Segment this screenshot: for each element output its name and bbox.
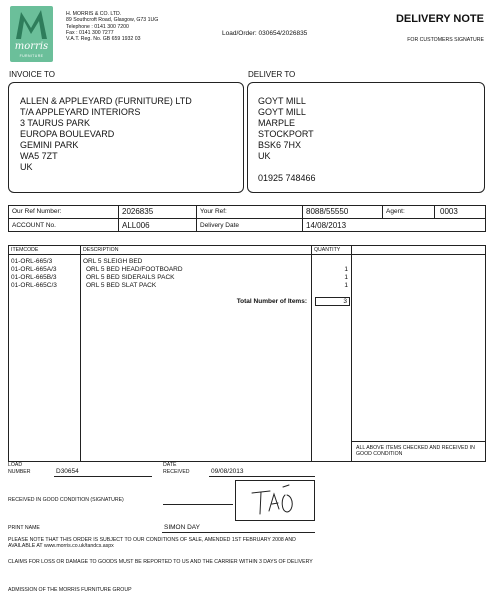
item-qty: 1 [344,282,348,289]
agent-value: 0003 [440,207,458,216]
doc-subtitle: FOR CUSTOMERS SIGNATURE [407,37,484,43]
print-name-label: PRINT NAME [8,525,40,531]
item-descriptions [83,258,183,290]
company-vat: V.A.T. Reg. No. GB 659 1932 03 [66,36,141,43]
item-quantities [312,258,348,290]
deliver-line: BSK6 7HX [258,140,302,150]
deliver-phone: 01925 748466 [258,173,316,183]
item-description: ORL 5 BED SLAT PACK [86,282,157,289]
item-description: ORL 5 SLEIGH BED [83,258,143,265]
company-details [66,11,158,42]
item-code: 01-ORL-665A/3 [11,266,57,273]
handwritten-signature [236,481,314,520]
header-quantity: QUANTITY [314,247,341,253]
invoice-to-address [20,96,192,173]
invoice-line: T/A APPLEYARD INTERIORS [20,107,141,117]
item-description: ORL 5 BED SIDERAILS PACK [86,274,175,281]
deliver-line: MARPLE [258,118,296,128]
print-name-value: SIMON DAY [164,524,200,531]
number-label: NUMBER [8,469,31,475]
company-logo [10,6,53,62]
deliver-to-heading: DELIVER TO [248,70,296,79]
total-items-label: Total Number of Items: [236,298,307,305]
item-code: 01-ORL-665/3 [11,258,53,265]
item-qty [312,258,348,266]
logo-brand-text: morris [14,41,49,52]
account-value: ALL006 [122,221,150,230]
received-label: RECEIVED [163,469,190,475]
deliver-line [258,162,316,173]
header-description: DESCRIPTION [83,247,119,253]
invoice-line: 3 TAURUS PARK [20,118,91,128]
company-address: 89 Southcroft Road, Glasgow, G73 1UG [66,17,159,24]
your-ref-label: Your Ref: [200,208,227,215]
signature-box [235,480,315,521]
invoice-line: GEMINI PARK [20,140,79,150]
invoice-line: EUROPA BOULEVARD [20,129,115,139]
account-label: ACCOUNT No. [12,222,56,229]
total-items-value: 3 [343,298,347,305]
load-number: D30654 [56,468,79,475]
item-description: ORL 5 BED HEAD/FOOTBOARD [86,266,183,273]
date-label: DATE [163,462,177,468]
agent-label: Agent: [386,208,405,215]
company-name: H. MORRIS & CO. LTD. [66,11,122,17]
deliver-line: STOCKPORT [258,129,314,139]
item-code: 01-ORL-665B/3 [11,274,57,281]
claims-note: CLAIMS FOR LOSS OR DAMAGE TO GOODS MUST BE REPORTED TO US AND THE CARRIER WITHIN 3 DAYS OF DELIVERY [8,559,313,565]
deliver-line: GOYT MILL [258,96,306,106]
item-code: 01-ORL-665C/3 [11,282,57,289]
deliver-line: GOYT MILL [258,107,306,117]
invoice-line: WA5 7ZT [20,151,58,161]
item-qty: 1 [344,274,348,281]
load-order: Load/Order: 030654/2026835 [222,30,308,37]
delivery-date-label: Delivery Date [200,222,240,229]
admission-note: ADMISSION OF THE MORRIS FURNITURE GROUP [8,587,132,593]
load-label: LOAD [8,462,23,468]
doc-title: DELIVERY NOTE [395,13,484,25]
your-ref-value: 8088/55550 [306,207,349,216]
received-date: 09/08/2013 [211,468,244,475]
deliver-to-address [258,96,316,184]
deliver-line: UK [258,151,271,161]
our-ref-label: Our Ref Number: [12,208,62,215]
invoice-to-heading: INVOICE TO [9,70,55,79]
checked-note: ALL ABOVE ITEMS CHECKED AND RECEIVED IN GOOD CONDITION [356,445,475,458]
logo-sub-text: FURNITURE [19,54,44,58]
our-ref-value: 2026835 [122,207,154,216]
item-codes [11,258,57,290]
signature-label: RECEIVED IN GOOD CONDITION (SIGNATURE) [8,497,124,503]
invoice-line: ALLEN & APPLEYARD (FURNITURE) LTD [20,96,192,106]
company-fax: Fax : 0141 300 7277 [66,29,114,36]
invoice-line: UK [20,162,33,172]
header-itemcode: ITEMCODE [11,247,39,253]
conditions-note: PLEASE NOTE THAT THIS ORDER IS SUBJECT TO OUR CONDITIONS OF SALE, AMENDED 1ST FEBRUARY 2008 AND AVAILABLE AT www.morris.co.uk/tandcs.aspx [8,537,296,550]
logo-m-glyph [10,6,53,42]
delivery-date-value: 14/08/2013 [306,221,347,230]
item-qty: 1 [344,266,348,273]
company-telephone: Telephone : 0141 300 7200 [66,23,129,30]
